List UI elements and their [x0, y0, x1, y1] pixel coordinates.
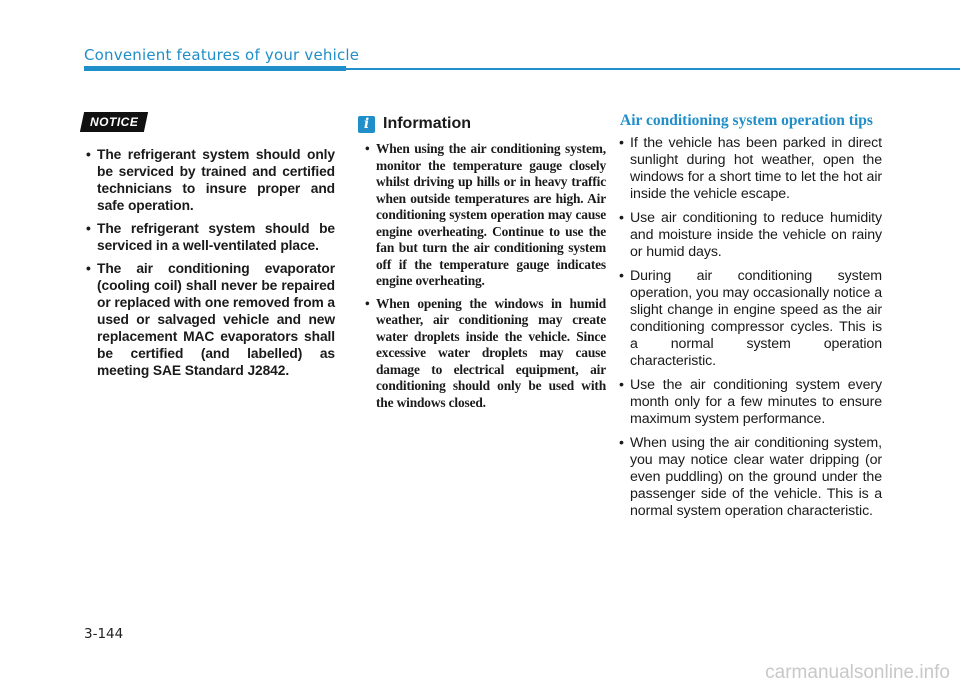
- watermark: carmanualsonline.info: [765, 662, 950, 683]
- header-rule-thick: [84, 66, 346, 71]
- tips-item: • When using the air conditioning system, you may notice clear water dripping (or even puddling) on the ground under the passenger side of the vehicle. This is a normal system operation characteristic.: [612, 435, 882, 520]
- tips-title: Air conditioning system operation tips: [620, 112, 873, 129]
- notice-item: • The refrigerant system should only be serviced by trained and certified technicians to insure proper and safe operation.: [79, 146, 335, 214]
- page-number: 3-144: [84, 626, 124, 642]
- info-icon: i: [358, 116, 375, 133]
- information-heading: [358, 115, 606, 133]
- information-title: Information: [383, 115, 471, 132]
- header-title: Convenient features of your vehicle: [84, 46, 360, 64]
- tips-item: • If the vehicle has been parked in direct sunlight during hot weather, open the windows for a short time to let the hot air inside the vehicle escape.: [612, 135, 882, 203]
- header-rule-thin: [346, 68, 960, 70]
- notice-column: [79, 112, 335, 385]
- information-item: • When using the air conditioning system, monitor the temperature gauge closely whilst driving up hills or in heavy traffic when outside temperatures are high. Air conditioning system operation may cause engine overheating. Continue to use the fan but turn the air conditioning system off if the temperature gauge indicates engine overheating.: [358, 141, 606, 290]
- notice-list: [79, 146, 335, 379]
- notice-item: • The refrigerant system should be serviced in a well-ventilated place.: [79, 220, 335, 254]
- information-column: [358, 112, 606, 417]
- tips-item: • Use air conditioning to reduce humidity and moisture inside the vehicle on rainy or humid days.: [612, 210, 882, 261]
- notice-item: • The air conditioning evaporator (cooling coil) shall never be repaired or replaced with one removed from a used or salvaged vehicle and new replacement MAC evaporators shall be certified (and labelled) as meeting SAE Standard J2842.: [79, 260, 335, 379]
- information-list: [358, 141, 606, 411]
- tips-list: [612, 135, 882, 520]
- tips-column: [612, 112, 882, 527]
- tips-item: • Use the air conditioning system every month only for a few minutes to ensure maximum system performance.: [612, 377, 882, 428]
- information-item: • When opening the windows in humid weather, air conditioning may create water droplets inside the vehicle. Since excessive water droplets may cause damage to electrical equipment, air conditioning should only be used with the windows closed.: [358, 296, 606, 412]
- tips-item: • During air conditioning system operation, you may occasionally notice a slight change in engine speed as the air conditioning compressor cycles. This is a normal system operation characteristic.: [612, 268, 882, 370]
- notice-badge: NOTICE: [80, 112, 149, 132]
